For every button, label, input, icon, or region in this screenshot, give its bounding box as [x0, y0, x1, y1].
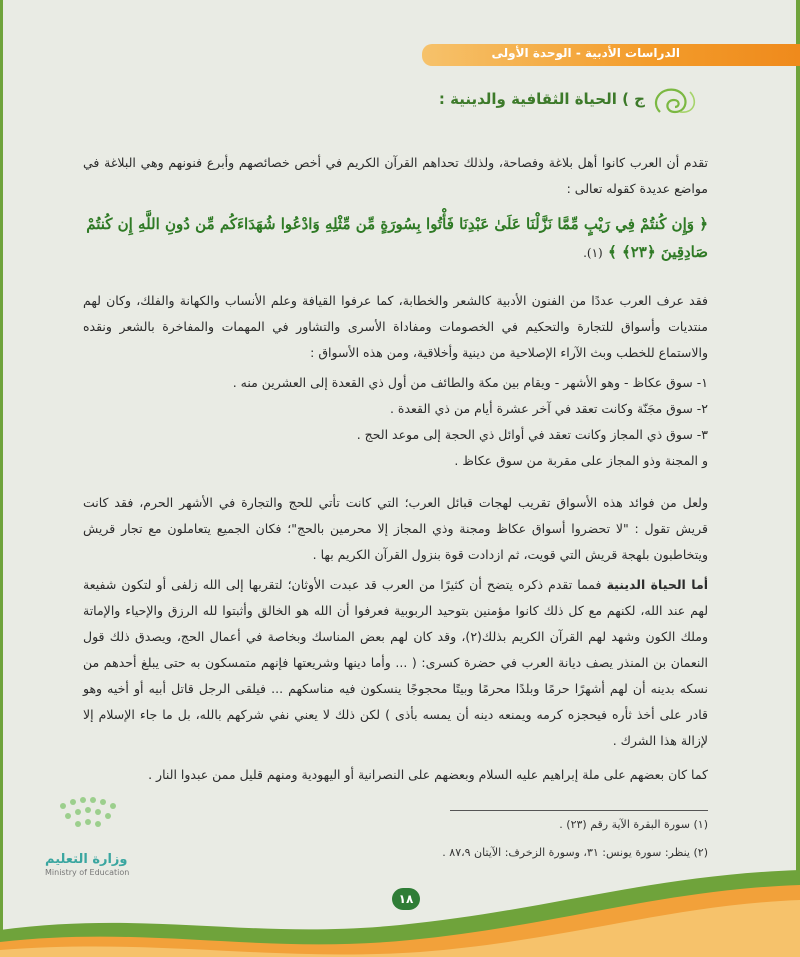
quran-verse-text: ﴿ وَإِن كُنتُمْ فِي رَيْبٍ مِّمَّا نَزَّلْنَا عَلَىٰ عَبْدِنَا فَأْتُوا بِسُورَةٍ مِّن مِّثْلِهِ وَادْعُوا شُهَدَاءَكُم مِّن دُونِ اللَّهِ إِن كُنتُمْ صَادِقِينَ ﴿٢٣﴾ ﴾: [86, 215, 708, 261]
swirl-icon: [650, 82, 700, 122]
religious-life-lead: أما الحياة الدينية: [606, 577, 708, 592]
paragraph-arts: فقد عرف العرب عددًا من الفنون الأدبية كالشعر والخطابة، كما عرفوا القيافة وعلم الأنساب والكهانة والفلك، وكان لهم منتديات وأسواق للتجارة والتحكيم في الخصومات ومفاداة الأسرى والتشاور في المهمات والمفاخرة بالشعر ونقده والاستماع للخطب وبث الآراء الإصلاحية من دينية وأخلاقية، ومن هذه الأسواق :: [83, 293, 708, 360]
page-border-left: [0, 0, 3, 957]
footnote-2: (٢) ينظر: سورة يونس: ٣١، وسورة الزخرف: الآيتان ٨٧،٩ .: [442, 846, 708, 859]
header-bar: [422, 44, 800, 66]
quran-verse: [83, 210, 708, 267]
section-heading: [345, 90, 645, 108]
footnote-divider: [450, 810, 708, 811]
section-heading-text: ج ) الحياة الثقافية والدينية :: [438, 90, 645, 108]
list-item: و المجنة وذو المجاز على مقربة من سوق عكاظ .: [454, 453, 708, 468]
paragraph-markets-benefits: ولعل من فوائد هذه الأسواق تقريب لهجات قبائل العرب؛ التي كانت تأتي للحج والتجارة في الأشهر الحرم، فقد كانت قريش تقول : "لا تحضروا أسواق عكاظ ومجنة وذي المجاز إلا محرمين بالحج"؛ فكان الجميع يتعاملون مع تجار قريش ويتخاطبون بلهجة قريش التي قويت، ثم ازدادت قوة بنزول القرآن الكريم بها .: [83, 495, 708, 562]
unit-title: الدراسات الأدبية - الوحدة الأولى: [491, 46, 680, 60]
quran-ref: (١).: [583, 246, 603, 260]
markets-list: [83, 370, 708, 474]
ministry-name-english: Ministry of Education: [45, 868, 130, 877]
bottom-wave-decoration: [0, 870, 800, 957]
religious-life-text: فمما تقدم ذكره يتضح أن كثيرًا من العرب قد عبدت الأوثان؛ لتقربها إلى الله زلفى أو لتكون شفيعة لهم عند الله، لكنهم مع كل ذلك كانوا مؤمنين بتوحيد الربوبية فعرفوا أن الله هو الخالق وأثبتوا لله الرزق والإحياء والإماتة وملك الكون وشهد لهم القرآن الكريم بذلك(٢)، وقد كان لهم بعض المناسك وبخاصة في أعمال الحج، ويصدق ذلك قول النعمان بن المنذر يصف ديانة العرب في حضرة كسرى: ( ... وأما دينها وشريعتها فإنهم متمسكون به حتى يبلغ أحدهم من نسكه بدينه أن لهم أشهرًا حرمًا وبلدًا محرمًا وبيتًا محجوجًا ينسكون فيه مناسكهم ... فيلقى الرجل قاتل أبيه أو أخيه وهو قادر على أخذ ثأره فيحجزه كرمه ويمنعه دينه أن يمسه بأذى ) لكن ذلك لا يعني نفي شركهم بالله، بل ما جاء الإسلام إلا لإزالة هذا الشرك .: [83, 577, 708, 748]
list-item: ٣- سوق ذي المجاز وكانت تعقد في أوائل ذي الحجة إلى موعد الحج .: [356, 427, 708, 442]
intro-paragraph: تقدم أن العرب كانوا أهل بلاغة وفصاحة، ولذلك تحداهم القرآن الكريم في أخص خصائصهم وأبرع فنونهم وهي البلاغة في مواضع عديدة كقوله تعالى :: [83, 155, 708, 196]
paragraph-other-religions: كما كان بعضهم على ملة إبراهيم عليه السلام وبعضهم على النصرانية أو اليهودية ومنهم قليل ممن عبدوا النار .: [148, 767, 708, 782]
page-number: ١٨: [392, 888, 420, 910]
ministry-name-arabic: وزارة التعليم: [45, 852, 128, 867]
page-border-right: [796, 0, 800, 957]
list-item: ١- سوق عكاظ - وهو الأشهر - ويقام بين مكة والطائف من أول ذي القعدة إلى العشرين منه .: [232, 375, 708, 390]
footnote-1: (١) سورة البقرة الآية رقم (٢٣) .: [559, 818, 708, 831]
list-item: ٢- سوق مجَنّة وكانت تعقد في آخر عشرة أيام من ذي القعدة .: [389, 401, 708, 416]
paragraph-religious-life: [83, 572, 708, 754]
